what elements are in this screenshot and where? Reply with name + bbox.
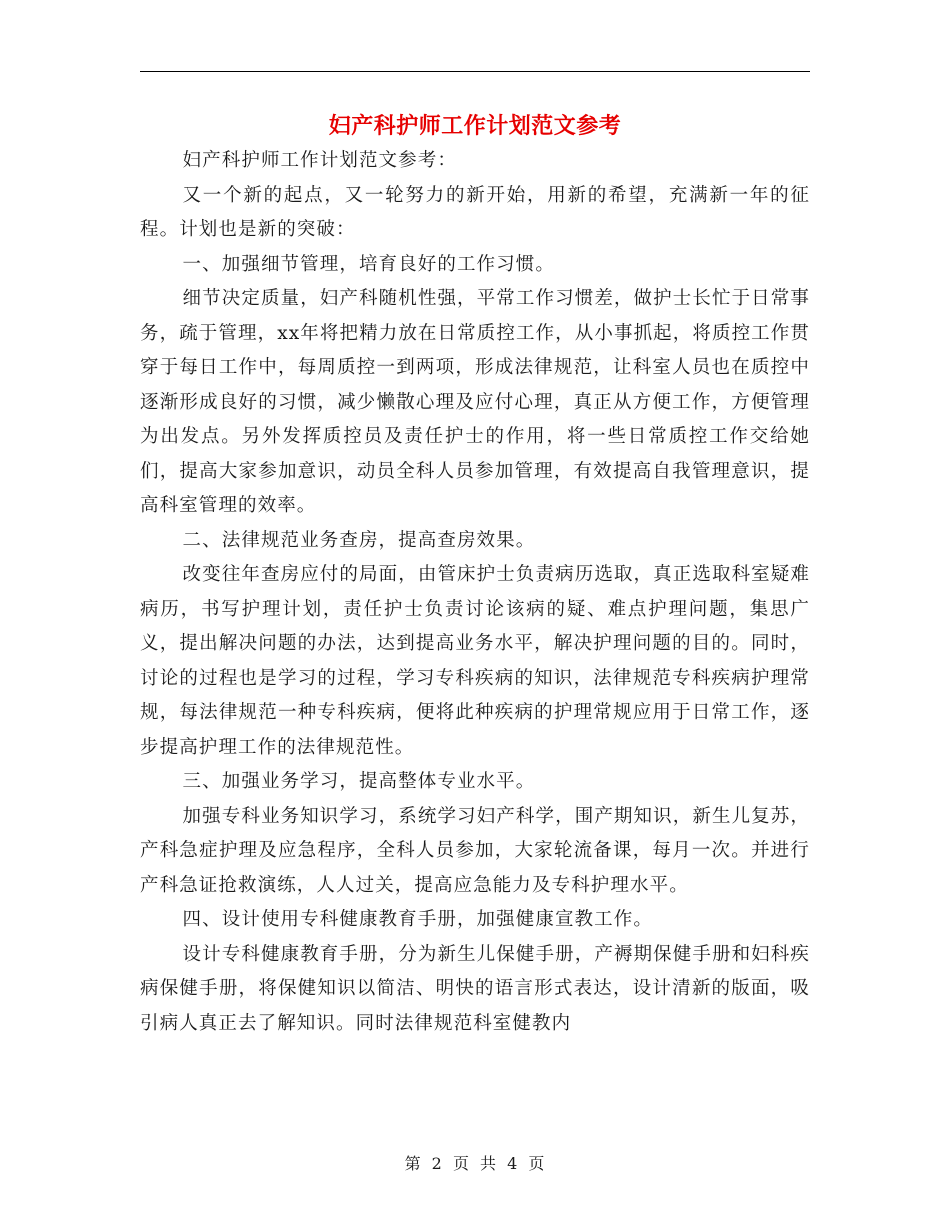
page-number-footer: 第 2 页 共 4 页 [404,1154,546,1173]
paragraph: 改变往年查房应付的局面，由管床护士负责病历选取，真正选取科室疑难病历，书写护理计划，责任护士负责讨论该病的疑、难点护理问题，集思广义，提出解决问题的办法，达到提高业务水平，解决护理问题的目的。同时，讨论的过程也是学习的过程，学习专科疾病的知识，法律规范专科疾病护理常规，每法律规范一种专科疾病，便将此种疾病的护理常规应用于日常工作，逐步提高护理工作的法律规范性。 [140,564,810,758]
section-heading: 二、法律规范业务查房，提高查房效果。 [182,529,536,551]
section-heading: 三、加强业务学习，提高整体专业水平。 [182,771,536,792]
document-body [140,144,810,1041]
section-heading: 四、设计使用专科健康教育手册，加强健康宣教工作。 [182,909,653,930]
paragraph: 细节决定质量，妇产科随机性强，平常工作习惯差，做护士长忙于日常事务，疏于管理，xx年将把精力放在日常质控工作，从小事抓起，将质控工作贯穿于每日工作中，每周质控一到两项，形成法律规范，让科室人员也在质控中逐渐形成良好的习惯，减少懒散心理及应付心理，真正从方便工作，方便管理为出发点。另外发挥质控员及责任护士的作用，将一些日常质控工作交给她们，提高大家参加意识，动员全科人员参加管理，有效提高自我管理意识，提高科室管理的效率。 [140,288,810,516]
paragraph: 妇产科护师工作计划范文参考： [182,150,457,171]
section-heading: 一、加强细节管理，培育良好的工作习惯。 [182,253,555,275]
document-title: 妇产科护师工作计划范文参考 [328,113,622,139]
paragraph: 设计专科健康教育手册，分为新生儿保健手册，产褥期保健手册和妇科疾病保健手册，将保健知识以简洁、明快的语言形式表达，设计清新的版面，吸引病人真正去了解知识。同时法律规范科室健教内 [140,943,810,1034]
paragraph: 又一个新的起点，又一轮努力的新开始，用新的希望，充满新一年的征程。计划也是新的突破： [140,184,810,240]
header-rule [140,71,810,72]
paragraph: 加强专科业务知识学习，系统学习妇产科学，围产期知识，新生儿复苏，产科急症护理及应急程序，全科人员参加，大家轮流备课，每月一次。并进行产科急证抢救演练，人人过关，提高应急能力及专科护理水平。 [140,805,810,896]
